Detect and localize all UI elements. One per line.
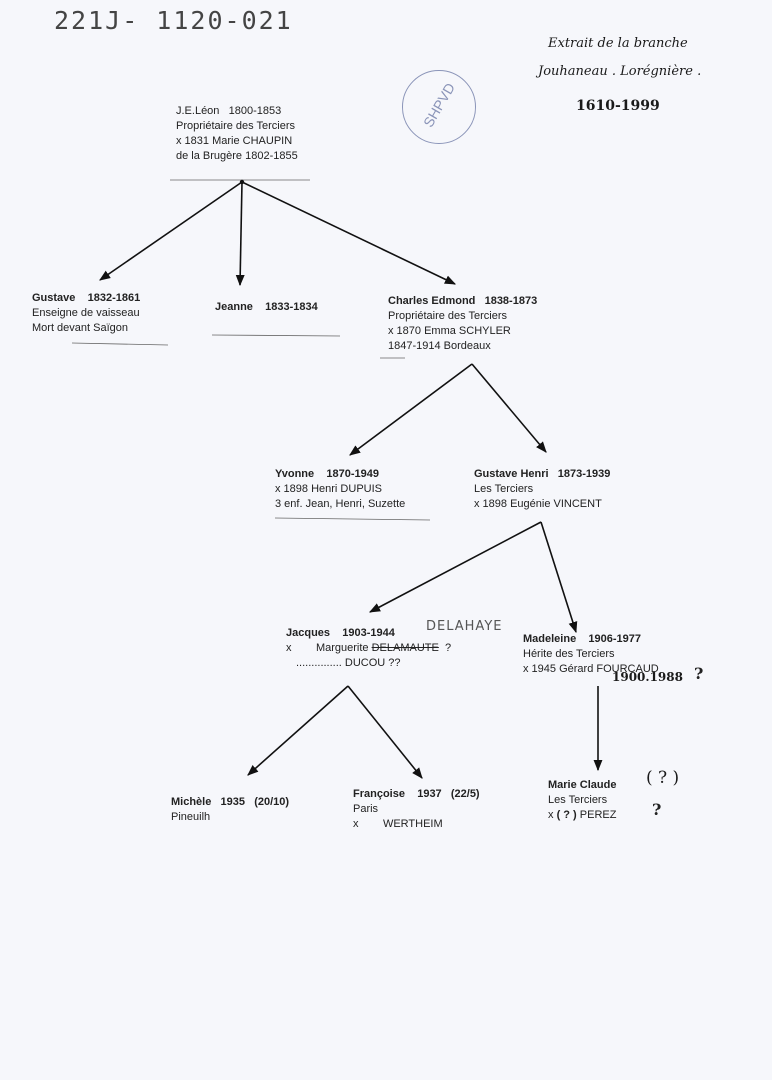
person-name: Françoise (353, 788, 405, 800)
person-marriage: x 1870 Emma SCHYLER (388, 325, 511, 337)
person-date: (22/5) (450, 788, 480, 800)
question-mark: ? (652, 800, 662, 819)
person-name: Yvonne (275, 468, 315, 480)
person-years: 1832-1861 (87, 292, 141, 304)
person-jeleon (176, 104, 298, 164)
person-years: 1833-1834 (265, 301, 318, 313)
person-years: 1903-1944 (342, 627, 395, 639)
person-spouse: 1847-1914 Bordeaux (388, 340, 491, 352)
arrow-charles-yvonne (350, 364, 472, 455)
person-detail: Hérite des Terciers (523, 648, 615, 660)
arrow-jeleon-gustave (100, 182, 242, 280)
person-jacques: Jacques 1903-1944 x Marguerite DELAMAUTE ? ............... DUCOU ?? (286, 627, 452, 669)
person-years: 1800-1853 (228, 105, 282, 117)
person-years: 1873-1939 (557, 468, 611, 480)
person-name: Gustave Henri (474, 468, 549, 480)
person-name: Charles Edmond (388, 295, 476, 307)
person-spouse-alt: ............... DUCOU ?? (296, 657, 401, 669)
archive-reference: 221J- 1120-021 (54, 6, 293, 35)
person-yvonne (275, 467, 405, 512)
arrow-jacques-francoise (348, 686, 422, 778)
person-name: Marie Claude (548, 779, 617, 791)
handwritten-annotation: ( ? ) (646, 768, 680, 788)
person-name: Madeleine (523, 633, 577, 645)
person-years: 1935 (220, 796, 246, 808)
arrow-gh-madeleine (541, 522, 576, 632)
person-gustave-henri (474, 467, 610, 512)
person-jeanne (215, 300, 318, 315)
arrow-gh-jacques (370, 522, 541, 612)
title-years: 1610-1999 (576, 98, 660, 114)
person-spouse: PEREZ (579, 809, 617, 821)
person-years: 1906-1977 (588, 633, 642, 645)
struck-name: DELAMAUTE (371, 642, 439, 654)
person-detail: 3 enf. Jean, Henri, Suzette (275, 498, 406, 510)
person-detail: Propriétaire des Terciers (388, 310, 508, 322)
person-spouse: Marguerite (315, 642, 369, 654)
person-detail: Propriétaire des Terciers (176, 120, 296, 132)
person-name: J.E.Léon (176, 105, 220, 117)
title-line-1: Extrait de la branche (548, 36, 688, 51)
person-marriage: x 1831 Marie CHAUPIN (176, 135, 293, 147)
arrow-jacques-michele (248, 686, 348, 775)
person-charles (388, 294, 537, 354)
person-michele (171, 795, 289, 825)
person-name: Gustave (32, 292, 76, 304)
person-detail: Paris (353, 803, 379, 815)
handwritten-annotation: DELAHAYE (426, 619, 503, 634)
question-mark: ( ? ) (556, 809, 577, 821)
person-years: 1838-1873 (484, 295, 538, 307)
stamp-text: SHPVD (420, 80, 458, 130)
person-marriage: x 1945 Gérard FOURCAUD (523, 663, 659, 675)
person-detail: Mort devant Saïgon (32, 322, 129, 334)
person-spouse: WERTHEIM (382, 818, 443, 830)
person-name: Michèle (171, 796, 212, 808)
title-line-2: Jouhaneau . Lorégnière . (538, 64, 702, 79)
person-detail: Enseigne de vaisseau (32, 307, 140, 319)
person-years: 1937 (417, 788, 442, 800)
handwritten-annotation: 1900.1988 (612, 670, 683, 684)
person-detail: Pineuilh (171, 811, 211, 823)
arrow-charles-gustavehenri (472, 364, 546, 452)
person-detail: Les Terciers (474, 483, 534, 495)
arrow-jeleon-charles (242, 182, 455, 284)
person-gustave (32, 291, 140, 336)
person-detail: Les Terciers (548, 794, 608, 806)
person-marriage: x 1898 Eugénie VINCENT (474, 498, 602, 510)
person-name: Jeanne (215, 301, 253, 313)
question-mark: ? (694, 664, 704, 683)
person-years: 1870-1949 (326, 468, 379, 480)
person-marriage: x 1898 Henri DUPUIS (275, 483, 382, 495)
person-date: (20/10) (254, 796, 290, 808)
arrow-jeleon-jeanne (240, 182, 242, 285)
person-spouse: de la Brugère 1802-1855 (176, 150, 298, 162)
person-name: Jacques (286, 627, 331, 639)
person-francoise: Françoise 1937 (22/5) Paris x WERTHEIM (353, 788, 480, 830)
person-marie-claude: Marie Claude Les Terciers x ( ? ) PEREZ (548, 779, 617, 821)
